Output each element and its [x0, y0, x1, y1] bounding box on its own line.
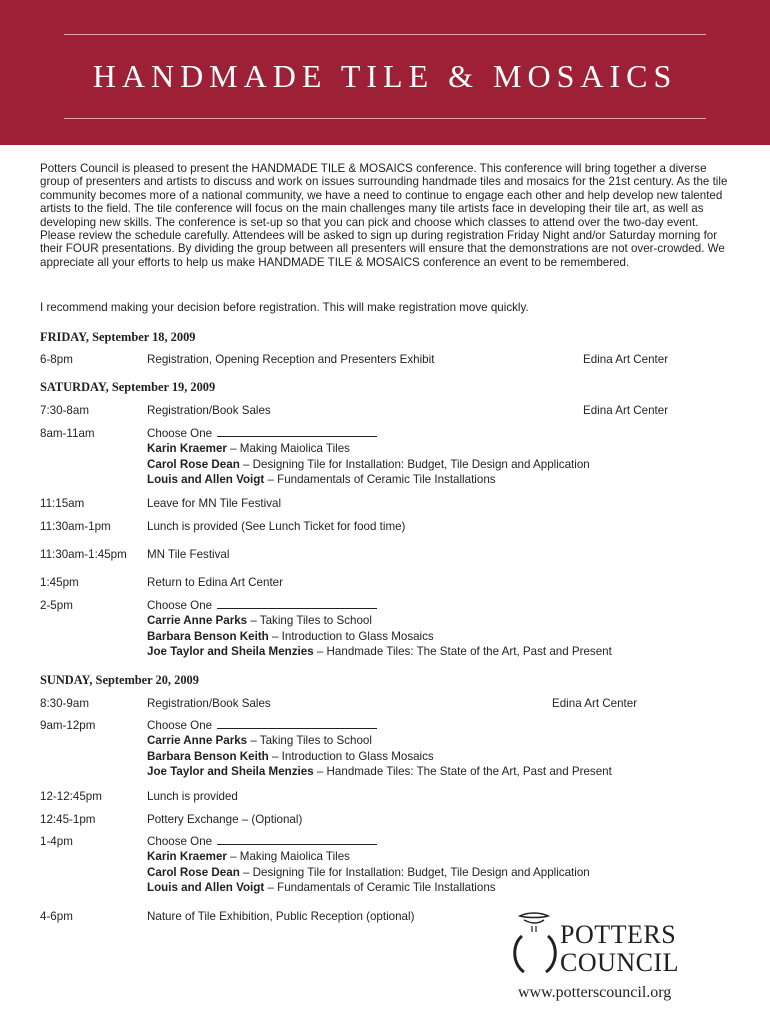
choose-block	[147, 834, 727, 896]
friday-heading: FRIDAY, September 18, 2009	[40, 330, 196, 344]
presenter-name: Carrie Anne Parks	[147, 614, 248, 628]
row-time: 12:45-1pm	[40, 813, 96, 826]
presentation-option	[147, 457, 727, 472]
presenter-name: Barbara Benson Keith	[147, 749, 269, 763]
presentation-topic: – Handmade Tiles: The State of the Art, Past and Present	[313, 765, 612, 779]
row-description: Nature of Tile Exhibition, Public Reception (optional)	[147, 910, 415, 923]
row-time: 12-12:45pm	[40, 790, 102, 803]
choose-line	[147, 718, 727, 733]
banner-rule-bottom	[64, 118, 706, 119]
choice-blank	[217, 719, 377, 729]
presenter-name: Carol Rose Dean	[147, 457, 240, 471]
presentation-topic: – Taking Tiles to School	[247, 734, 372, 748]
intro-paragraph: Potters Council is pleased to present the HANDMADE TILE & MOSAICS conference. This conference will bring together a diverse group of presenters and artists to discuss and work on issues surrounding handmade tiles and mosaics for the 21st century. As the tile community becomes more of a national community, we have a need to continue to engage each other and help develop new talented artists to the field. The tile conference will focus on the main challenges many tile artists face in developing their tile art, as well as developing new skills. The conference is set-up so that you can pick and choose which classes to attend over the two-day event. Please review the schedule carefully. Attendees will be asked to sign up during registration Friday Night and/or Saturday morning for their FOUR presentations. By dividing the group between all presenters will ensure that the demonstrations are not over-crowded. We appreciate all your efforts to help us make HANDMADE TILE & MOSAICS conference an event to be remembered.	[40, 162, 728, 269]
row-description: Lunch is provided	[147, 790, 238, 803]
presentation-option	[147, 865, 727, 880]
presentation-option	[147, 441, 727, 456]
recommendation-text: I recommend making your decision before registration. This will make registration move quickly.	[40, 301, 529, 314]
saturday-heading: SATURDAY, September 19, 2009	[40, 380, 216, 394]
banner-rule-top	[64, 34, 706, 35]
row-description: Pottery Exchange – (Optional)	[147, 813, 303, 826]
potters-council-logo	[510, 908, 705, 1018]
row-time: 7:30-8am	[40, 404, 89, 417]
presenter-name: Louis and Allen Voigt	[147, 473, 265, 487]
presentation-option	[147, 733, 727, 748]
row-time: 6-8pm	[40, 353, 73, 366]
presentation-option	[147, 764, 727, 779]
presenter-name: Joe Taylor and Sheila Menzies	[147, 645, 314, 659]
presentation-topic: – Fundamentals of Ceramic Tile Installations	[264, 473, 496, 487]
row-time: 1:45pm	[40, 576, 79, 589]
presentation-topic: – Handmade Tiles: The State of the Art, Past and Present	[313, 645, 612, 659]
presentation-option	[147, 749, 727, 764]
choose-label: Choose One	[147, 835, 213, 848]
row-location: Edina Art Center	[552, 697, 638, 710]
row-description: Registration/Book Sales	[147, 404, 271, 417]
choice-blank	[217, 599, 377, 609]
sunday-heading: SUNDAY, September 20, 2009	[40, 673, 199, 687]
presentation-option	[147, 644, 727, 659]
page-title: HANDMADE TILE & MOSAICS	[92, 58, 678, 94]
presentation-topic: – Making Maiolica Tiles	[226, 442, 350, 456]
presentation-option	[147, 613, 727, 628]
choice-blank	[217, 427, 377, 437]
presenter-name: Louis and Allen Voigt	[147, 881, 265, 895]
header-banner	[0, 0, 770, 145]
row-description: Return to Edina Art Center	[147, 576, 283, 589]
presentation-option	[147, 472, 727, 487]
row-time: 1-4pm	[40, 835, 73, 848]
row-time: 11:30am-1pm	[40, 520, 111, 533]
row-description: MN Tile Festival	[147, 548, 230, 561]
presentation-topic: – Designing Tile for Installation: Budget, Tile Design and Application	[239, 865, 590, 879]
row-time: 4-6pm	[40, 910, 73, 923]
logo-word-council: COUNCIL	[560, 948, 680, 977]
presentation-topic: – Introduction to Glass Mosaics	[268, 629, 434, 643]
choose-label: Choose One	[147, 599, 213, 612]
presentation-option	[147, 849, 727, 864]
logo-word-potters: POTTERS	[560, 920, 677, 949]
row-description: Registration, Opening Reception and Presenters Exhibit	[147, 353, 435, 366]
presentation-topic: – Taking Tiles to School	[247, 614, 372, 628]
presenter-name: Karin Kraemer	[147, 850, 227, 864]
choice-blank	[217, 835, 377, 845]
website-url: www.potterscouncil.org	[518, 984, 672, 1001]
choose-label: Choose One	[147, 719, 213, 732]
choose-line	[147, 426, 727, 441]
row-location: Edina Art Center	[583, 404, 669, 417]
presenter-name: Barbara Benson Keith	[147, 629, 269, 643]
choose-block	[147, 718, 727, 780]
choose-line	[147, 598, 727, 613]
row-description: Leave for MN Tile Festival	[147, 497, 282, 510]
choose-block	[147, 426, 727, 488]
presentation-topic: – Fundamentals of Ceramic Tile Installations	[264, 881, 496, 895]
presentation-option	[147, 629, 727, 644]
choose-block	[147, 598, 727, 660]
row-description: Lunch is provided (See Lunch Ticket for food time)	[147, 520, 406, 533]
presentation-topic: – Designing Tile for Installation: Budget, Tile Design and Application	[239, 457, 590, 471]
presenter-name: Karin Kraemer	[147, 442, 227, 456]
presenter-name: Carrie Anne Parks	[147, 734, 248, 748]
row-location: Edina Art Center	[583, 353, 669, 366]
row-time: 11:15am	[40, 497, 85, 510]
pot-logo-icon	[510, 910, 560, 976]
presentation-topic: – Making Maiolica Tiles	[226, 850, 350, 864]
row-time: 2-5pm	[40, 599, 73, 612]
choose-line	[147, 834, 727, 849]
row-time: 9am-12pm	[40, 719, 96, 732]
presentation-option	[147, 880, 727, 895]
presentation-topic: – Introduction to Glass Mosaics	[268, 749, 434, 763]
row-time: 8:30-9am	[40, 697, 89, 710]
presenter-name: Carol Rose Dean	[147, 865, 240, 879]
row-time: 8am-11am	[40, 427, 95, 440]
row-description: Registration/Book Sales	[147, 697, 271, 710]
choose-label: Choose One	[147, 427, 213, 440]
presenter-name: Joe Taylor and Sheila Menzies	[147, 765, 314, 779]
row-time: 11:30am-1:45pm	[40, 548, 127, 561]
